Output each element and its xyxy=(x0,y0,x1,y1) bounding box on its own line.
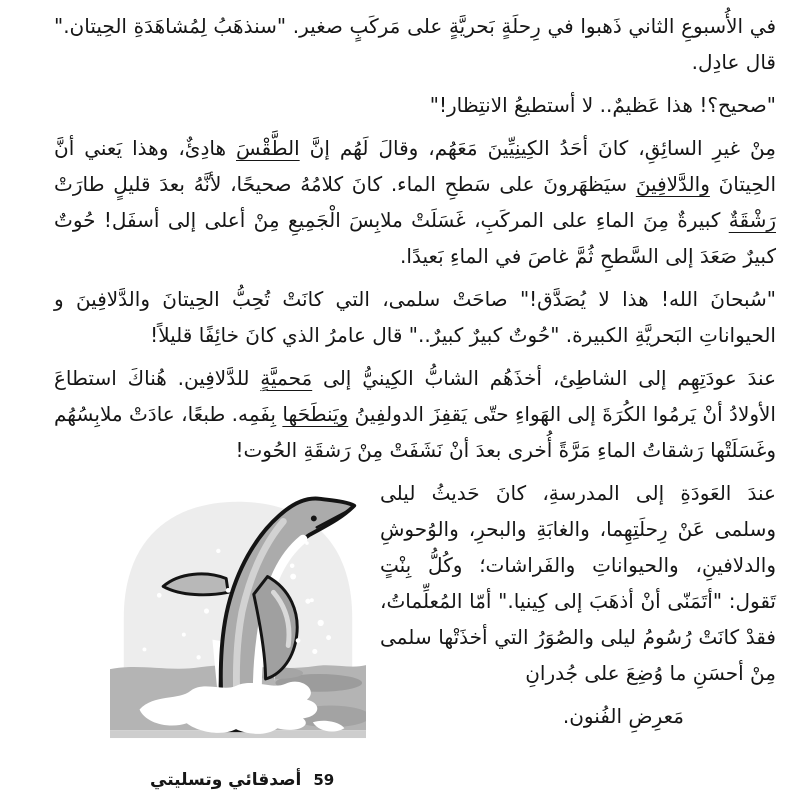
dolphin-illustration-svg xyxy=(110,481,366,744)
dolphin-eye xyxy=(311,516,317,522)
story-paragraph-4: "سُبحانَ الله! هذا لا يُصَدَّق!" صاحَتْ سلمى، التي كانَتْ تُحِبُّ الحِيتانَ والدَّلافِينَ و الحيواناتِ البَحريَّةِ الكبيرة. "حُوتٌ كبيرٌ كبيرٌ.." قال عامرُ الذي كانَ خائِفًا قليلاً! xyxy=(54,287,776,347)
story-paragraph-5: عندَ عودَتِهِم إلى الشاطِئ، أخذَهُم الشابُّ الكِينيُّ إلى مَحميَّةٍ للدَّلافِين. هُناكَ استطاعَ الأولادُ أنْ يَرمُوا الكُرَةَ إلى الهَواءِ حتّى يَقفِزَ الدولفِينُ ويَنطَحَها بِفَمِه. طبعًا، عادَتْ ملابِسُهُم وغَسَلَتْها رَشقاتُ الماءِ مَرَّةً أُخرى بعدَ أنْ نَشَفَتْ مِنْ رَشقَةِ الحُوت! xyxy=(54,366,776,462)
story-paragraph-1: في الأُسبوعِ الثاني ذَهبوا في رِحلَةٍ بَحريَّةٍ على مَركَبٍ صغير. "سنذهَبُ لِمُشاهَدَةِ الحِيتان." قال عادِل. xyxy=(54,14,776,74)
story-paragraph-6: عندَ العَودَةِ إلى المدرسةِ، كانَ حَديثُ ليلى وسلمى عَنْ رِحلَتِهِما، والغابَةِ والبحرِ، والوُحوشِ والدلافينِ، والحيواناتِ والفَراشات؛ وكُلُّ بِنْتٍ تَقول: "أتَمَنّى أنْ أذهَبَ إلى كِينيا." أمّا المُعلِّماتُ، فقدْ كانَتْ رُسُومُ ليلى والصُوَرُ التي أخذَتْها سلمى مِنْ أحسَنِ ما وُضِعَ على جُدرانِ xyxy=(380,481,776,685)
vocabulary-word-underlined: رَشْقَةٌ xyxy=(728,208,776,232)
story-paragraph-3: مِنْ غيرِ السائِقِ، كانَ أحَدُ الكِينِيِّينَ مَعَهُم، وقالَ لَهُم إنَّ الطَّقْسَ هادِئٌ، وهذا يَعني أنَّ الحِيتانَ والدَّلافِينَ سيَظهَرونَ على سَطحِ الماء. كانَ كلامُهُ صحيحًا، لأنَّهُ بعدَ قليلٍ طارَتْ رَشْقَةٌ كبيرةٌ مِنَ الماءِ على المركَبِ، غَسَلَتْ ملابِسَ الْجَمِيعِ مِنْ أعلى إلى أسفَل! حُوتٌ كبيرٌ صَعَدَ إلى السَّطحِ ثُمَّ غاصَ في الماءِ بَعيدًا. xyxy=(54,136,776,268)
page-number: 59 xyxy=(313,771,335,789)
story-paragraph-6-lastline: مَعرِضِ الفُنون. xyxy=(562,704,684,728)
book-title: أصدقائي وتسليتي xyxy=(150,770,302,790)
vocabulary-word-underlined: ويَنطَحَها xyxy=(282,402,349,426)
story-paragraph-2: "صحيح؟! هذا عَظيمٌ.. لا أستطيعُ الانتِظار!" xyxy=(429,93,776,117)
vocabulary-word-underlined: والدَّلافِينَ xyxy=(635,172,710,196)
page-footer xyxy=(150,770,334,790)
story-end-section xyxy=(54,475,776,734)
dolphin-illustration xyxy=(110,481,366,744)
story-text-block xyxy=(54,8,776,744)
vocabulary-word-underlined: مَحميَّةٍ xyxy=(260,366,313,390)
vocabulary-word-underlined: الطَّقْسَ xyxy=(235,136,300,160)
